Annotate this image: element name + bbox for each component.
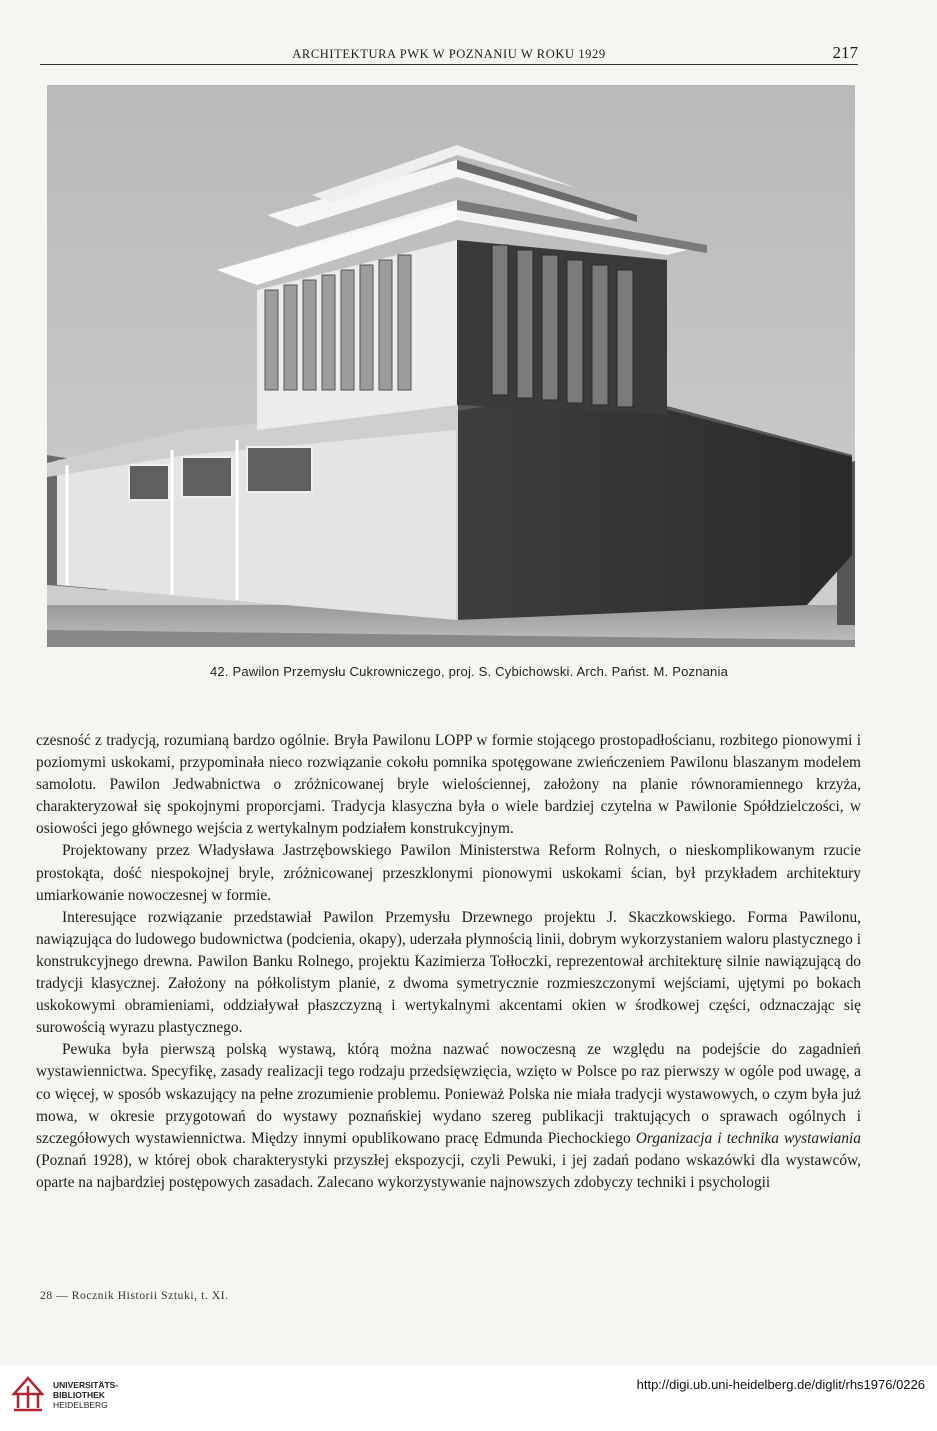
running-title: ARCHITEKTURA PWK W POZNANIU W ROKU 1929	[292, 47, 606, 61]
library-name	[53, 1380, 118, 1410]
paragraph	[36, 1039, 861, 1194]
page-number: 217	[832, 43, 858, 62]
library-name-line: UNIVERSITÄTS-	[53, 1380, 119, 1390]
library-name-line: BIBLIOTHEK	[53, 1390, 105, 1400]
paragraph-text: Pewuka była pierwszą polską wystawą, którą można nazwać nowoczesną ze względu na podejście do zagadnień wystawiennictwa. Specyfikę, zasady realizacji tego rodzaju przedsięwzięcia, wzięto w Polsce po raz pierwszy w ogóle pod uwagę, a co więcej, w sposób wskazujący na pełne zrozumienie problemu. Ponieważ Polska nie miała tradycji wystawowych, o czym była już mowa, w okresie przygotowań do wystawy poznańskiej wydano szereg publikacji traktujących o sprawach ogólnych i szczegółowych wystawiennictwa. Między innymi opublikowano pracę Edmunda Piechockiego	[36, 1041, 861, 1147]
paragraph: czesność z tradycją, rozumianą bardzo ogólnie. Bryła Pawilonu LOPP w formie stojącego prostopadłościanu, rozbitego pionowymi i poziomymi uskokami, przypominała nieco rozwiązanie cokołu pomnika spotęgowane zwieńczeniem Pawilonu blaszanym modelem samolotu. Pawilon Jedwabnictwa o zróżnicowanej bryle wielościennej, założony na planie równoramiennego krzyża, charakteryzował się spokojnymi proporcjami. Tradycja klasyczna była o wiele bardziej czytelna w Pawilonie Spółdzielczości, w osiowości jego głównego wejścia z wertykalnym podziałem konstrukcyjnym.	[36, 732, 861, 838]
running-head	[40, 44, 858, 64]
book-title: Organizacja i technika wystawiania	[635, 1129, 861, 1147]
library-bar	[0, 1365, 937, 1431]
paragraph: Interesujące rozwiązanie przedstawiał Pawilon Przemysłu Drzewnego projektu J. Skaczkowskiego. Forma Pawilonu, nawiązująca do ludowego budownictwa (podcienia, okapy), uderzała płynnością linii, dobrym wykorzystaniem waloru plastycznego i konstrukcyjnego drewna. Pawilon Banku Rolnego, projektu Kazimierza Tołłoczki, reprezentował architekturę silnie nawiązującą do tradycji klasycznej. Założony na półkolistym planie, z dwoma symetrycznie rozmieszczonymi wejściami, ujętymi po bokach uskokowymi obramieniami, oddziaływał płaszczyzną i wertykalnymi akcentami okien w środkowej części, odznaczając się surowością wyrazu plastycznego.	[36, 908, 861, 1037]
pavilion-photograph	[47, 85, 855, 647]
library-logo-icon	[10, 1372, 46, 1412]
paragraph: Projektowany przez Władysława Jastrzębowskiego Pawilon Ministerstwa Reform Rolnych, o nieskomplikowanym rzucie prostokąta, dość niespokojnej bryle, zróżnicowanej przeszklonymi pionowymi uskokami ścian, był przykładem architektury umiarkowanie nowoczesnej w formie.	[36, 842, 861, 904]
permalink-url[interactable]: http://digi.ub.uni-heidelberg.de/diglit/rhs1976/0226	[636, 1377, 925, 1392]
paragraph-text: (Poznań 1928), w której obok charakterystyki przyszłej ekspozycji, czyli Pewuki, i jej zadań podano wskazówki dla wystawców, oparte na najbardziej postępowych zasadach. Zalecano wykorzystywanie najnowszych zdobyczy techniki i psychologii	[36, 1151, 861, 1191]
header-rule	[40, 64, 858, 65]
figure-caption: 42. Pawilon Przemysłu Cukrowniczego, proj. S. Cybichowski. Arch. Państ. M. Poznania	[209, 664, 729, 679]
library-name-line: HEIDELBERG	[53, 1400, 108, 1410]
article-body	[36, 730, 861, 1194]
signature-mark: 28 — Rocznik Historii Sztuki, t. XI.	[40, 1290, 229, 1302]
